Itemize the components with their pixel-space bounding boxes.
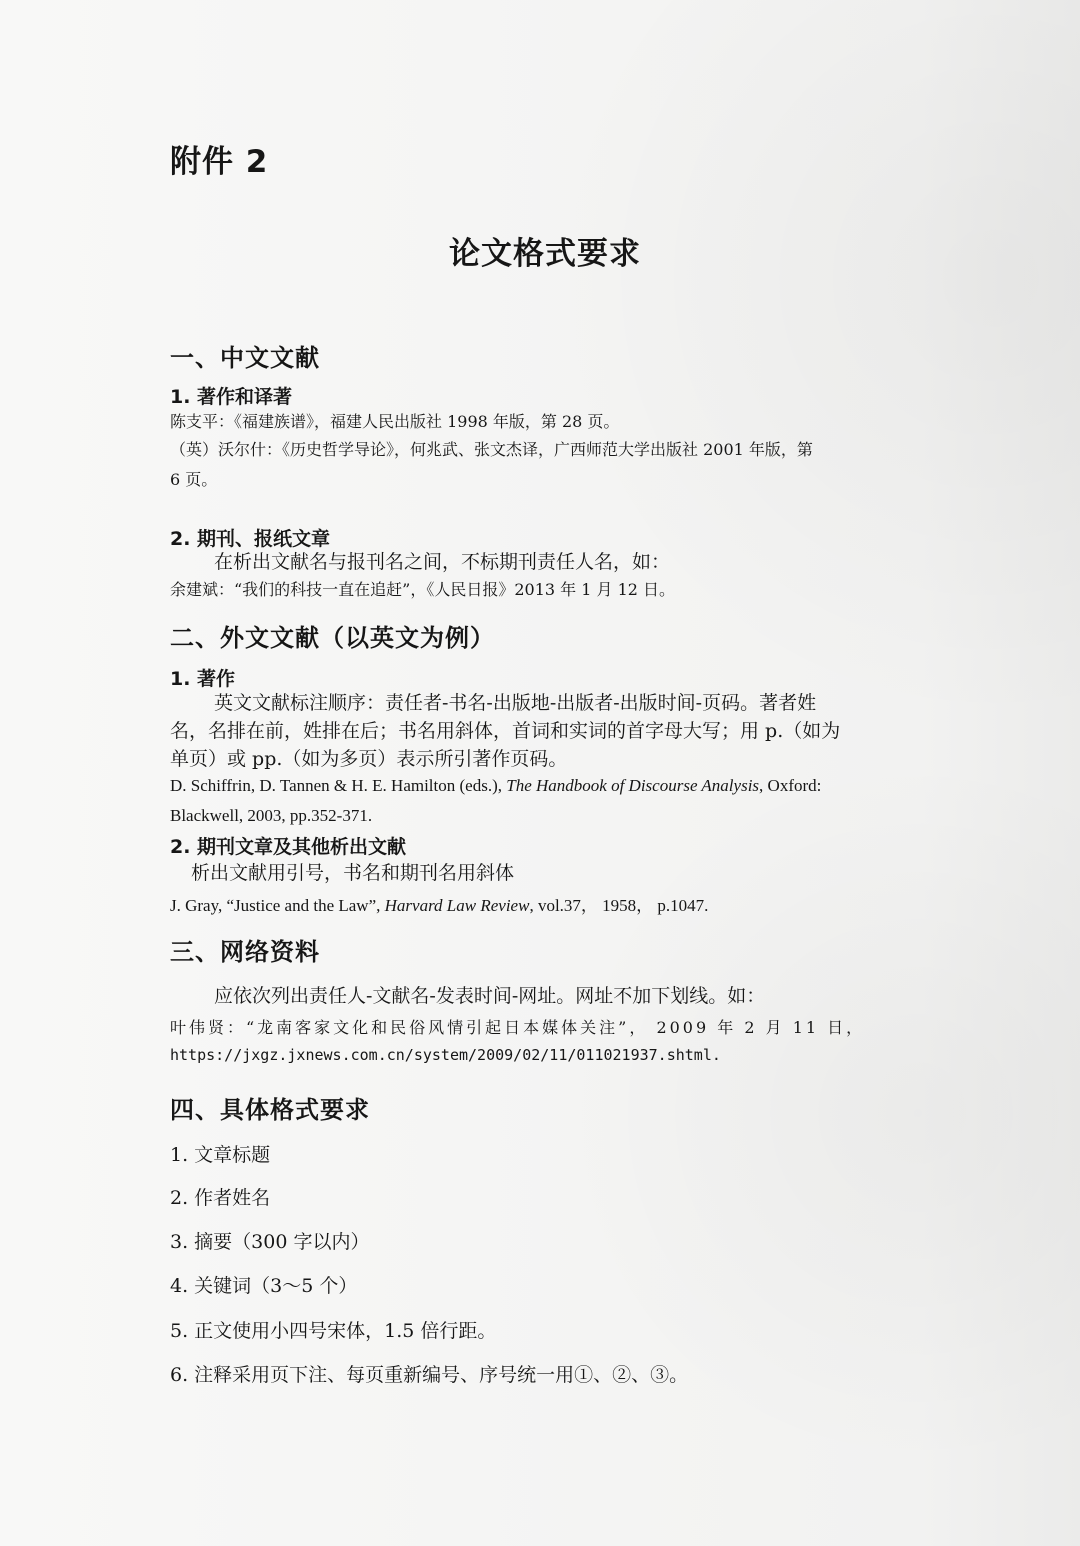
foreign-article-rule: 析出文献用引号，书名和期刊名用斜体 [191, 862, 515, 884]
requirement-item-5: 5. 正文使用小四号宋体，1.5 倍行距。 [170, 1320, 497, 1342]
section-heading-online-materials: 三、网络资料 [170, 938, 320, 966]
citation-english-book-authors: D. Schiffrin, D. Tannen & H. E. Hamilton (eds.), [170, 776, 507, 795]
citation-english-article-author-title: J. Gray, “Justice and the Law”, [170, 896, 385, 915]
citation-english-article-details: , vol.37， 1958， p.1047. [529, 896, 709, 915]
subheading-foreign-books: 1. 著作 [170, 668, 236, 690]
citation-english-journal-title: Harvard Law Review [384, 896, 530, 915]
citation-english-book-publisher: , Oxford: [759, 776, 822, 795]
citation-english-book-title: The Handbook of Discourse Analysis [506, 776, 760, 795]
citation-english-article [170, 891, 708, 916]
online-rule-text: 应依次列出责任人-文献名-发表时间-网址。网址不加下划线。如： [214, 985, 766, 1007]
section-heading-chinese-references: 一、中文文献 [170, 344, 320, 372]
foreign-rule-line-2: 名，名排在前，姓排在后；书名用斜体，首词和实词的首字母大写；用 p.（如为 [170, 720, 841, 742]
citation-translated-book: （英）沃尔什：《历史哲学导论》，何兆武、张文杰译，广西师范大学出版社 2001 年版，第 [170, 440, 813, 459]
attachment-label: 附件 2 [170, 144, 269, 180]
subheading-journal-newspaper-articles: 2. 期刊、报纸文章 [170, 528, 331, 550]
subheading-books-translations: 1. 著作和译著 [170, 386, 293, 408]
citation-english-book [170, 776, 821, 796]
foreign-rule-line-3: 单页）或 pp.（如为多页）表示所引著作页码。 [170, 748, 568, 770]
requirement-item-4: 4. 关键词（3～5 个） [170, 1275, 358, 1297]
requirement-item-1: 1. 文章标题 [170, 1144, 271, 1166]
foreign-rule-line-1: 英文文献标注顺序：责任者-书名-出版地-出版者-出版时间-页码。著者姓 [214, 692, 817, 714]
citation-online-material: 叶伟贤：“龙南客家文化和民俗风情引起日本媒体关注”， 2009 年 2 月 11 日， [170, 1018, 866, 1037]
citation-english-book-continued: Blackwell, 2003, pp.352-371. [170, 806, 373, 825]
citation-translated-book-continued: 6 页。 [170, 470, 218, 489]
document-title: 论文格式要求 [449, 236, 641, 272]
citation-newspaper-article: 余建斌：“我们的科技一直在追赶”，《人民日报》2013 年 1 月 12 日。 [170, 580, 676, 599]
requirement-item-6: 6. 注释采用页下注、每页重新编号、序号统一用①、②、③。 [170, 1364, 689, 1386]
citation-online-url: https://jxgz.jxnews.com.cn/system/2009/02/11/011021937.shtml. [170, 1046, 721, 1064]
section-heading-foreign-references: 二、外文文献（以英文为例） [170, 624, 495, 652]
subheading-journal-articles-foreign: 2. 期刊文章及其他析出文献 [170, 836, 407, 858]
section-heading-format-requirements: 四、具体格式要求 [170, 1096, 370, 1124]
journal-rule-text: 在析出文献名与报刊名之间，不标期刊责任人名，如： [214, 551, 671, 573]
requirement-item-2: 2. 作者姓名 [170, 1187, 271, 1209]
citation-book-chinese: 陈支平：《福建族谱》，福建人民出版社 1998 年版，第 28 页。 [170, 412, 620, 431]
requirement-item-3: 3. 摘要（300 字以内） [170, 1231, 370, 1253]
